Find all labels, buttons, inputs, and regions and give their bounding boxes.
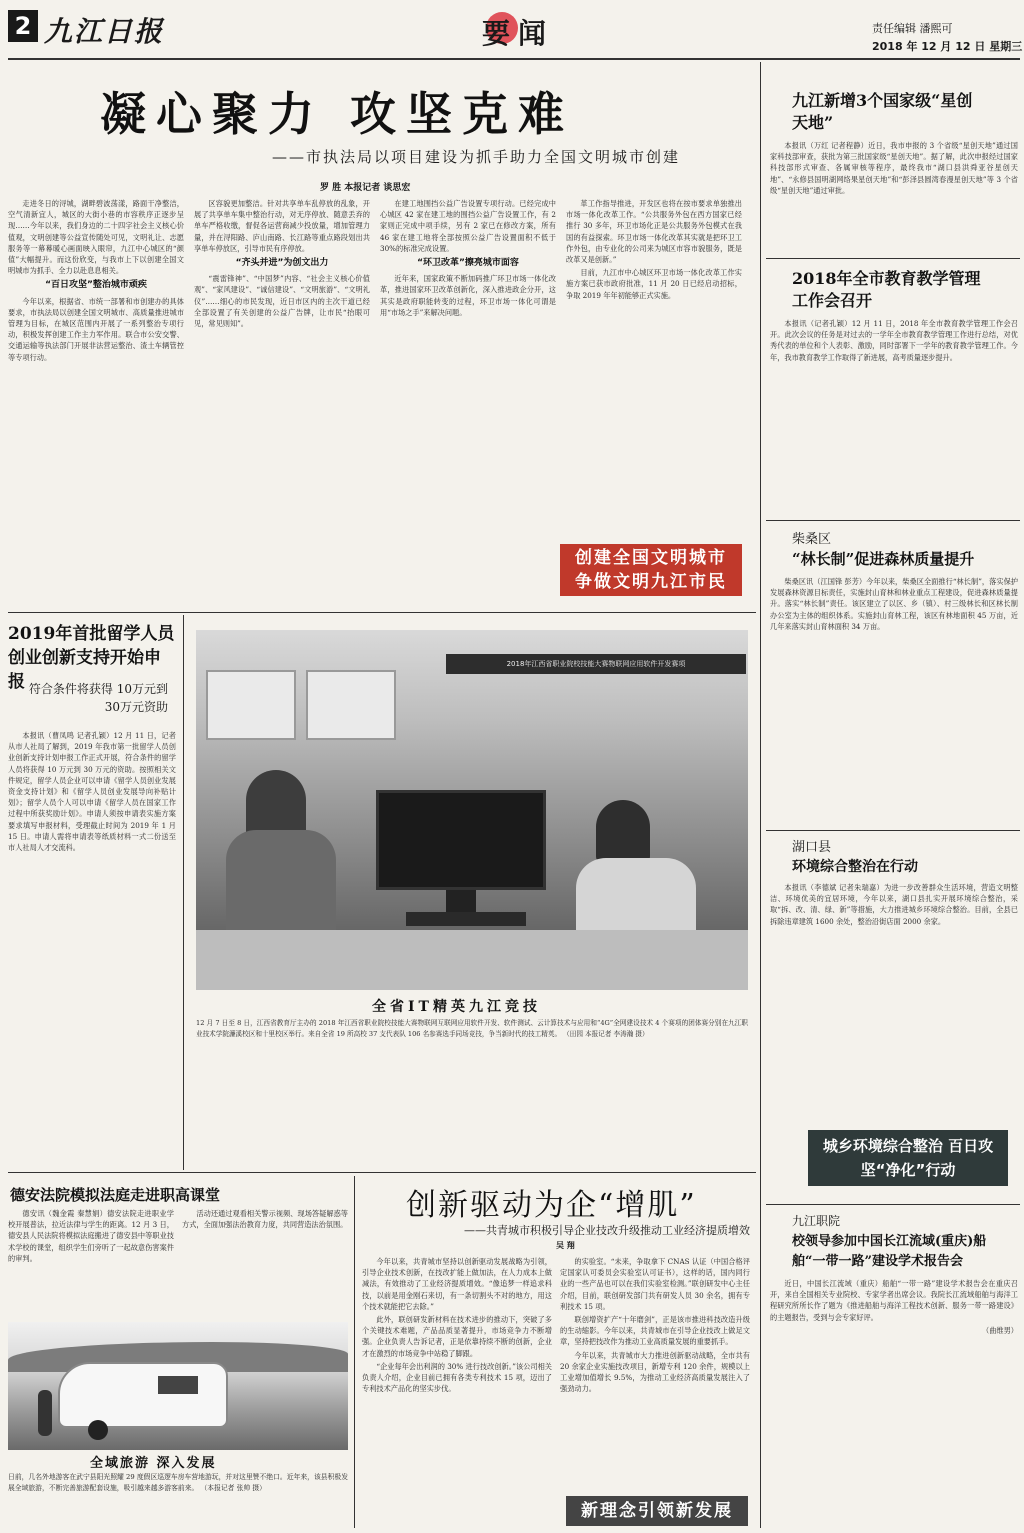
monitor (376, 790, 546, 890)
contestant-left-body (226, 830, 336, 940)
rv-window (158, 1376, 198, 1394)
paper-name: 九江日报 (44, 15, 165, 48)
lead-column-4: 革工作指导推进，开发区也将在按市要求单独推出市场一体化改革工作。“公共服务外包在西方国家已经推行 30 多年，环卫市场化正是公共服务外包模式在我国的有益探索。环卫市场一体化改革其实就是把环卫工作外包，由专业化的公司来为城区市容市貌服务，既是改革又是创新。” 目前，九江市中心城区环卫市场一体化改革工作实施方案已获市政府批准，11 月 20 日已经启动招标，争取 2019 年年初能够正式实施。 (566, 199, 742, 300)
hukou-body: 本报讯（李德斌 记者朱瑞嘉）为进一步改善群众生活环境，营造文明整洁、环境优美的宜居环境，今年以来，湖口县扎实开展环境综合整治，采取“拆、改、清、绿、新”等措施，大力推进城乡环境综合整治。目前，全县已拆除违章建筑 1600 余处，整治沿街店面 2000 余家。 (770, 883, 1018, 926)
chaisang-kicker: 柴桑区 (792, 532, 832, 547)
lead-subhead-2: “齐头并进”为创文出力 (235, 258, 329, 269)
lead-subtitle: ——市执法局以项目建设为抓手助力全国文明城市创建 (271, 148, 680, 166)
innov-column-1: 今年以来，共青城市坚持以创新驱动发展战略为引领，引导企业技术创新，在技改扩能上做加法，在人力成本上做减法，有效推动了工业经济提质增效。“像追梦一样追求科技，以前是用金刚石来切，有一条切割头不对的地方，用这个技术就能把它去除。” 此外，联创研发新材料在技术进步的推动下，突破了多个关键技术难题，产品品质显著提升，市场竞争力不断增强。企业负责人告诉记者，正是依靠持续不断的创新，企业才在激烈的市场竞争中站稳了脚跟。 “企业每年会出利润的 30% 进行技改创新。”该公司相关负责人介绍，企业目前已拥有各类专利技术 15 项，迈出了专利技术产品化的坚实步伐。 (362, 1257, 552, 1394)
xingchuang-body: 本报讯（万红 记者程静）近日，我市申报的 3 个省级“星创天地”通过国家科技部审查，获批为第三批国家级“星创天地”。据了解，此次申报经过国家科技部形式审查、各属审核等程序，最终我市“湖口县洪舜亚谷星创天地”、“永修县国明湖网络果星创天地”和“彭泽县圆湾春漫星创天地”等 3 个省级“星创天地”通过审批。 (770, 141, 1018, 195)
it-caption-title: 全省IT精英九江竞技 (372, 999, 541, 1015)
liuxue-body: 本报讯（曹凤鸣 记者孔颖）12 月 11 日，记者从市人社局了解到，2019 年我市第一批留学人员创业创新支持计划申报工作正式开展，符合条件的留学人员将获得 10 万元到 30 万元的资助。按照相关文件规定，留学人员企业可以申请《留学人员创业发展资金支持计划》和《留学人员创业发展导向补贴计划》；留学人员个人可以申请《留学人员在国家工作过程中所获奖励计划》。申请人须按申请表实施方案要求填写申报材料，受理截止时间为 2019 年 1 月 15 日。申请人需将申请表等纸质材料一式二份送至市人社局人才交流科。 (8, 731, 176, 853)
lead-byline: 罗 胜 本报记者 谈思宏 (320, 183, 411, 193)
xingchuang-title: 九江新增3个国家级“星创天地” (792, 91, 973, 132)
editor-line: 责任编辑 潘熙可 (872, 22, 953, 35)
court-body-1: 德安讯（魏金霞 秦慧娟）德安法院走进职业学校开展普法，拉近法律与学生的距离。12 月 3 日，德安县人民法院将模拟法庭搬进了德安县中等职业技术学校的课堂，组织学生们旁听了一起故意伤害案件的审判。 (8, 1209, 174, 1263)
rv-wheel (88, 1420, 108, 1440)
it-caption-body: 12 月 7 日至 8 日，江西省教育厅主办的 2018 年江西省职业院校技能大赛物联网互联网应用软件开发、软件测试、云计算技术与应用和“4G”全网建设技术 4 个赛项的团体赛分别在九江职业技术学院濂溪校区和十里校区举行。来自全省 19 所高校 37 支代表队 106 名参赛选手同场竞技，争当新时代的技工精英。 （田园 本报记者 李涛瀚 摄） (196, 1019, 748, 1038)
lead-subhead-1: “百日攻坚”整治城市顽疾 (45, 280, 147, 291)
linzhang-body: 柴桑区讯（江国锋 彭芳）今年以来，柴桑区全面推行“林长制”，落实保护发展森林资源目标责任，实施封山育林和林业重点工程建设，促进森林质量提升。落实“林长制”责任。该区建立了以区、乡（镇）、村三级林长和区林长制办公室为主体的组织体系。实施封山育林工程，该区有林地面积 45 万亩，近几年来落实封山育林面积 34 万亩。 (770, 577, 1018, 631)
lead-column-3: 在建工地围挡公益广告设置专项行动。已经完成中心城区 42 家在建工地的围挡公益广告设置工作，有 2 家则正完成中项手续，另有 2 家已在修改方案，所有 46 家在建工地将全部按照公益广告设置面积不低于 30%的标准完成设置。 “环卫改革”擦亮城市面容 近年来，国家政策不断加码推广环卫市场一体化改革，推进国家环卫改革创新化，深入推进政企分开，这其实是政府职能转变的过程，环卫市场一体化可谓是用“市场之手”来解决问题。 (380, 199, 556, 317)
it-caption-credit: （田园 本报记者 李涛瀚 摄） (563, 1029, 649, 1038)
hukou-title: 环境综合整治在行动 (792, 859, 918, 875)
window (206, 670, 296, 740)
section-title: 要闻 (478, 8, 558, 48)
lead-column-1: 走进冬日的浔城，湖畔碧波荡漾，路面干净整洁，空气清新宜人，城区的大街小巷的市容秩序正逐步呈现……今年以来，我们身边的二十四字社会主义核心价值观，文明创建等公益宣传随处可见，文明礼让、志愿服务等一幕幕暖心画面映入眼帘，九江中心城区的“颜值”大幅提升。而这份欣变，与我市上下以创建全国文明城市为抓手、全力以赴息息相关。 “百日攻坚”整治城市顽疾 今年以来，根据省、市统一部署和市创建办的具体要求，市执法局以创建全国文明城市、高质量推进城市管理为目标，在城区范围内开展了一系列整治专项行动，积极发挥创建工作主力军作用。联合市公安交警、交通运输等执法部门开展非法营运整治、渣土车辆管控等专项行动。 (8, 199, 184, 362)
liuxue-title: 2019年首批留学人员创业创新支持开始申报 (8, 624, 175, 692)
rv-caption-title: 全域旅游 深入发展 (90, 1456, 217, 1471)
environment-banner: 城乡环境综合整治 百日攻坚“净化”行动 (808, 1130, 1008, 1186)
innov-byline: 吴 翔 (556, 1241, 575, 1250)
innov-column-2: 的实验室。“未来，争取拿下 CNAS 认证（中国合格评定国家认可委员会实验室认可证书），这样的话，国内同行业的一些产品也可以在我们实验室检测。”联创研发中心主任介绍，目前，联创研发部门共有研发人员 30 余名，拥有专利技术 15 项。 联创增资扩产“十年磨剑”，正是该市推进科技改造升级的生动缩影。今年以来，共青城市在引导企业技改上做足文章，坚持把技改作为推动工业高质量发展的重要抓手。 今年以来，共青城市大力推进创新驱动战略，全市共有 20 余家企业实施技改项目，新增专利 120 余件，规模以上工业增加值增长 9.5%，为推动工业经济高质量发展注入了强劲动力。 (560, 1257, 750, 1394)
college-title: 校领导参加中国长江流域(重庆)船舶“一带一路”建设学术报告会 (792, 1234, 987, 1269)
lead-title: 凝心聚力 攻坚克难 (100, 87, 575, 141)
issue-date: 2018 年 12 月 12 日 星期三 (872, 40, 1023, 53)
monitor-stand (446, 890, 476, 912)
innov-subtitle: ——共青城市积极引导企业技改升级推动工业经济提质增效 (464, 1224, 750, 1237)
tourist (38, 1390, 52, 1436)
rv-camper (58, 1362, 228, 1428)
rv-caption-body: 日前，几名外地游客在武宁县阳光照耀 29 度假区巡逻车房车营地游玩，并对这里赞不绝口。近年来，该县积极发展全域旅游，不断完善旅游配套设施，吸引越来越多游客前来。 （本报记者 张帅 摄） (8, 1473, 348, 1492)
college-body: 近日，中国长江流域（重庆）船舶“一带一路”建设学术报告会在重庆召开，来自全国相关专业院校、专家学者出席会议。我院长江流域船舶与海洋工程研究所所长作了题为《推进船舶与海洋工程技术创新、服务一带一路建设》的主题报告，受到与会专家好评。 （曲维男） (770, 1279, 1018, 1335)
education-body: 本报讯（记者孔颖）12 月 11 日，2018 年全市教育教学管理工作会召开。此次会议的任务是对过去的一学年全市教育教学管理工作进行总结，对优秀代表的单位和个人表彰、激励，同时部署下一学年的教育教学管理工作。今年，我市教育教学工作取得了新进展，高考质量逐步提升。 (770, 319, 1018, 362)
rv-caption-credit: （本报记者 张帅 摄） (200, 1483, 266, 1492)
innov-title: 创新驱动为企“增肌” (406, 1188, 697, 1223)
header-rule (8, 58, 1020, 60)
hukou-kicker: 湖口县 (792, 840, 832, 855)
contestant-right (596, 800, 650, 864)
linzhang-title: “林长制”促进森林质量提升 (792, 550, 975, 568)
page-number-badge: 2 (8, 10, 38, 42)
lead-subhead-3: “环卫改革”擦亮城市面容 (417, 258, 519, 269)
liuxue-subtitle: 符合条件将获得 10万元到30万元资助 (28, 682, 168, 714)
contest-banner-board: 2018年江西省职业院校技能大赛物联网应用软件开发赛项 (446, 654, 746, 674)
lead-column-2: 区容貌更加整洁。针对共享单车乱停放的乱象，开展了共享单车集中整治行动，对无序停放、随意丢弃的单车严格收缴，督促各运营商减少投放量，增加管理力量，并在浔阳路、庐山南路、长江路等重点路段划出共享单车停放区，引导市民有序停放。 “齐头并进”为创文出力 “震雷锋神”、“中国梦”内容、“社会主义核心价值观”、“家风建设”、“诚信建设”、“文明旅游”、“文明礼仪”……细心的市民发现，近日市区内的主次干道已经全部设置了有关创建的公益广告牌，让市民“抬眼可见，常见则知”。 (194, 199, 370, 329)
new-concept-banner: 新理念引领新发展 (566, 1496, 748, 1526)
court-title: 德安法院模拟法庭走进职高课堂 (10, 1186, 221, 1204)
education-title: 2018年全市教育教学管理工作会召开 (792, 269, 981, 310)
desk (196, 930, 748, 990)
jiujiang-college-kicker: 九江职院 (792, 1214, 841, 1228)
window (306, 670, 396, 740)
civilization-banner: 创建全国文明城市 争做文明九江市民 (560, 544, 742, 596)
court-body-2: 活动还通过观看相关警示视频、现场答疑解惑等方式，全面加强法治教育力度，共同营造法治氛围。 (182, 1209, 348, 1230)
keyboard (406, 912, 526, 926)
rv-camp-photo (8, 1322, 348, 1450)
masthead (0, 0, 1024, 58)
college-credit: （曲维男） (982, 1325, 1018, 1335)
it-contest-photo (196, 630, 748, 990)
